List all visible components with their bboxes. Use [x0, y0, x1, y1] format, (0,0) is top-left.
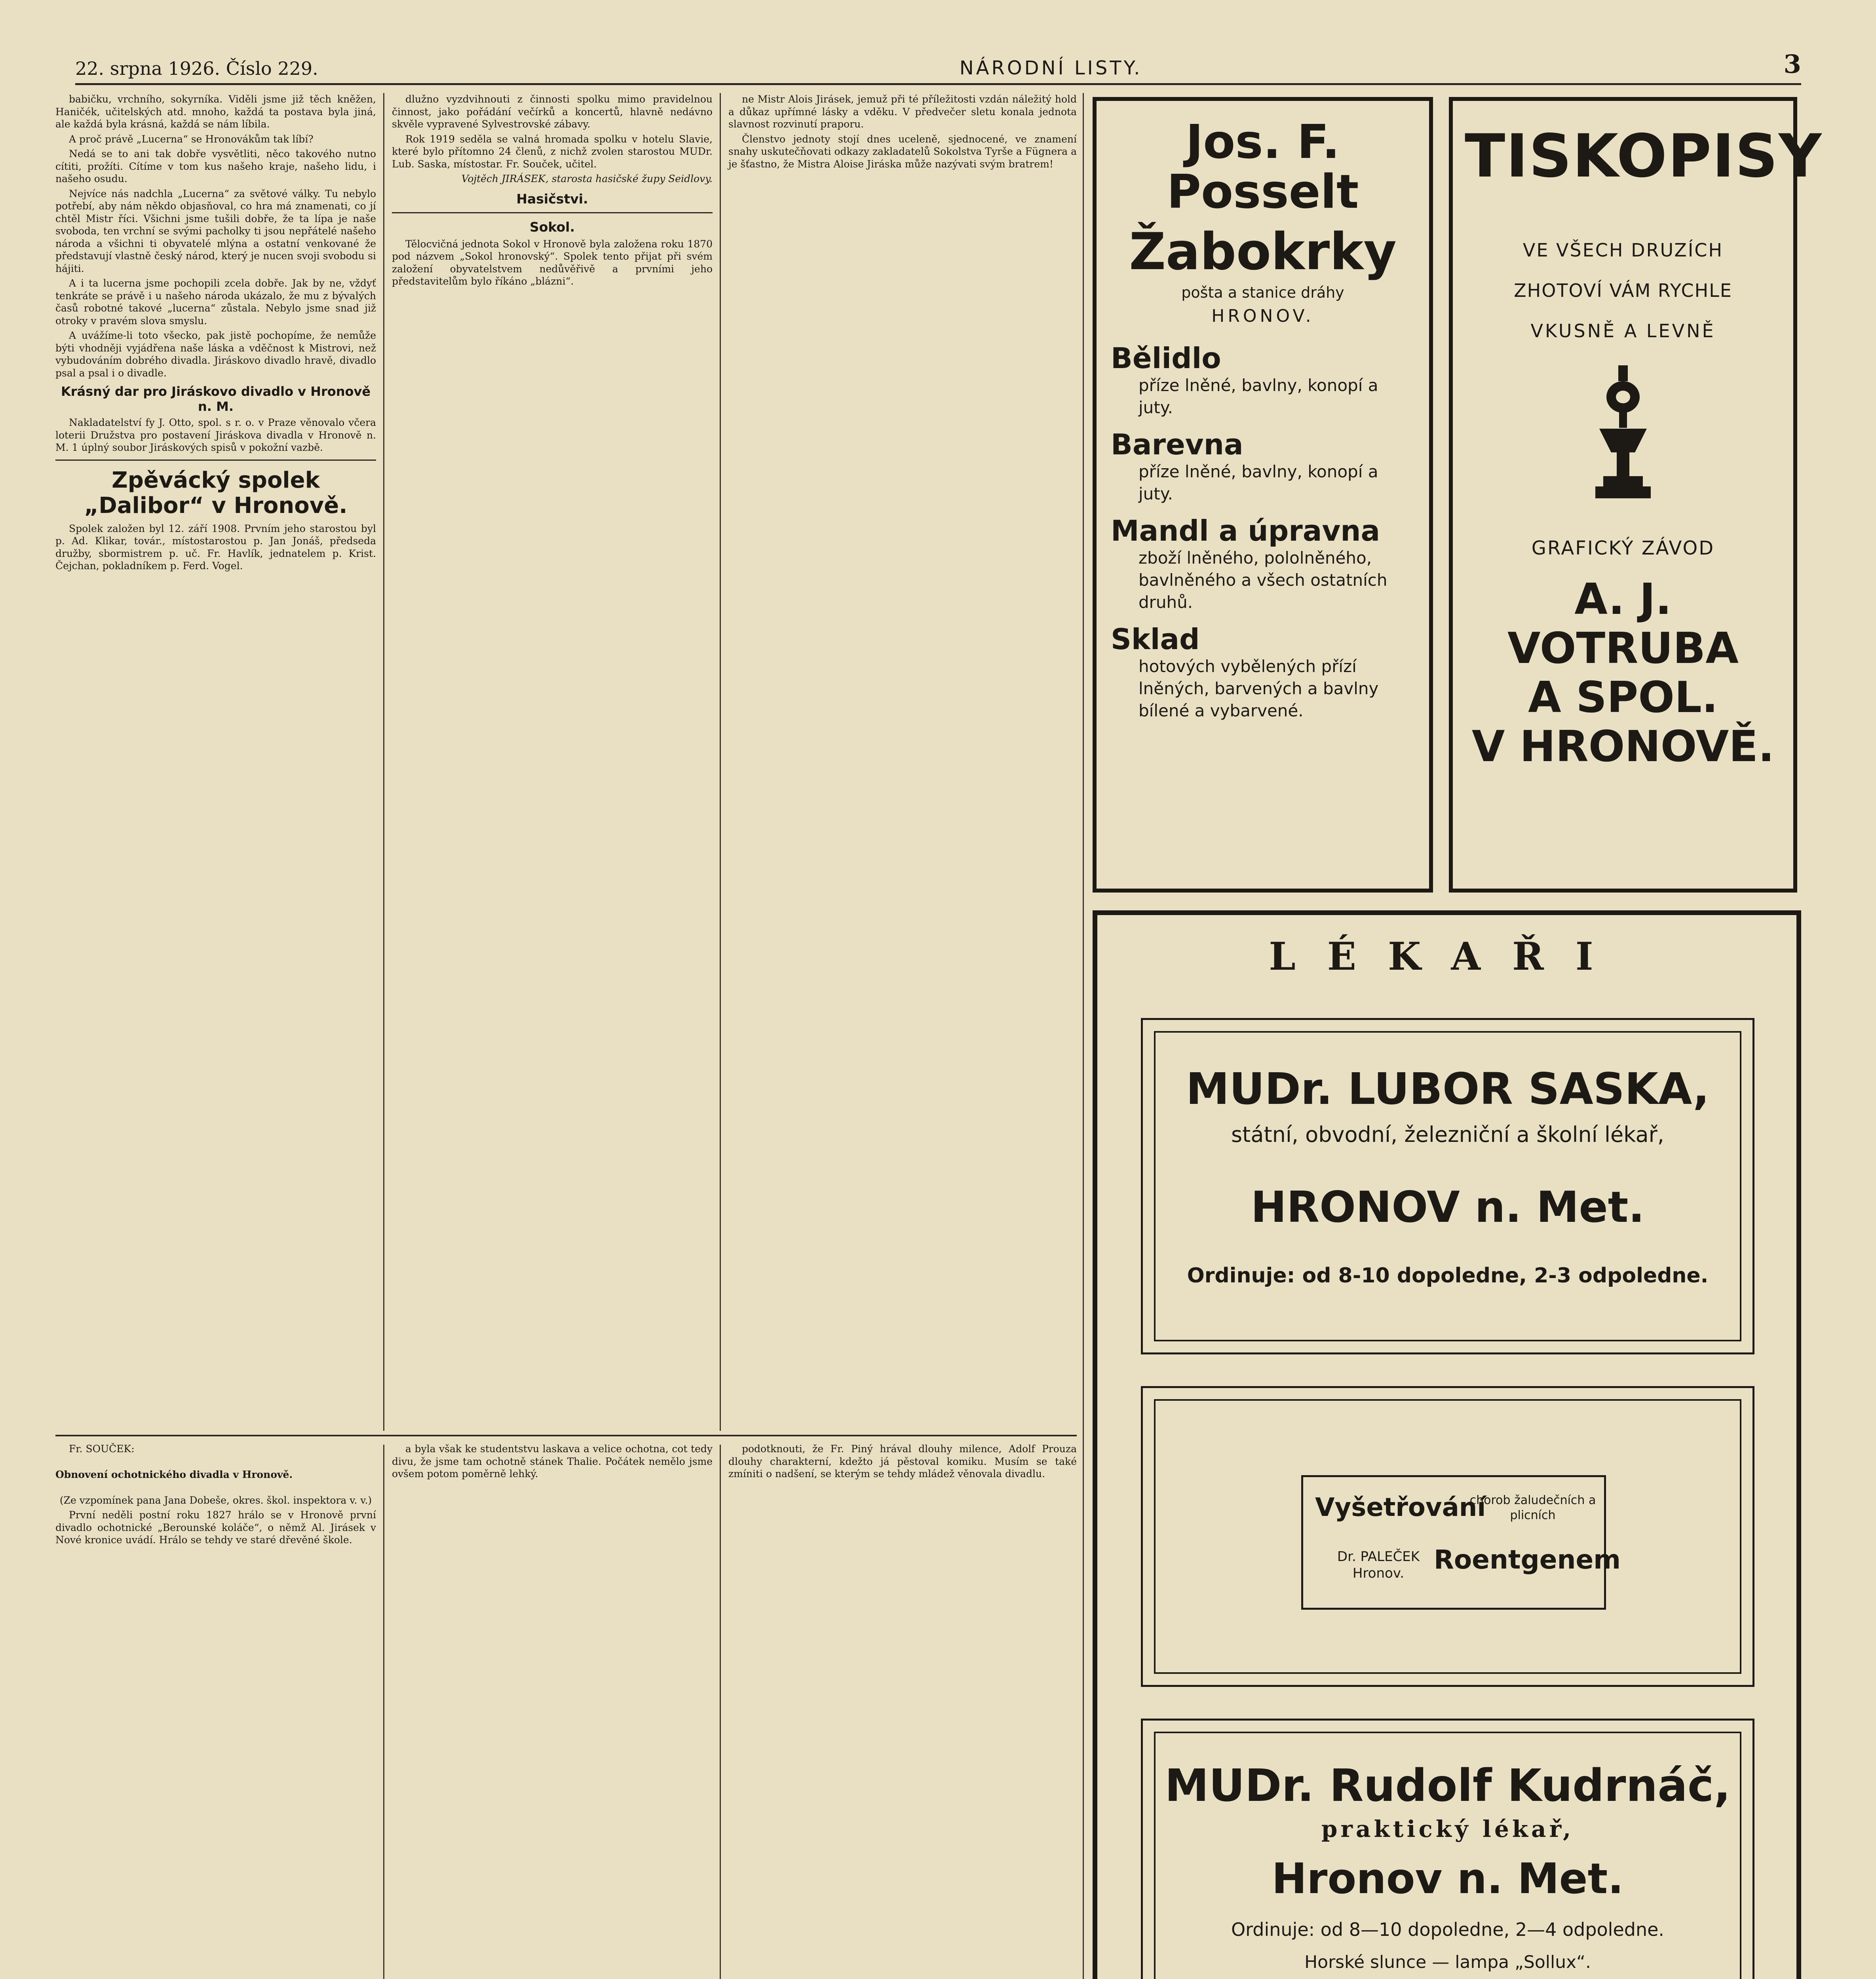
signature: Vojtěch JIRÁSEK, starosta hasičské župy Seidlovy. — [461, 173, 713, 184]
bottom-column-2 — [392, 1443, 713, 1483]
column-rule — [1083, 93, 1084, 1979]
paragraph: dlužno vyzdvihnouti z činnosti spolku mimo pravidelnou činnost, jako pořádání večírků a koncertů, hlavně nedávno skvěle vypravené Sylvestrovské zábavy. — [392, 93, 713, 130]
paragraph: Nakladatelství fy J. Otto, spol. s r. o. v Praze věnovalo včera loterii Družstva pro postavení Jiráskova divadla v Hronově n. M. 1 úplný soubor Jiráskových spisů v pokožní vazbě. — [55, 417, 376, 453]
ad-item-desc: hotových vybělených přízí lněných, barvených a bavlny bílené a vybarvené. — [1139, 657, 1379, 720]
inner-frame — [1154, 1031, 1741, 1341]
ad-item-title: Bělidlo — [1111, 342, 1221, 375]
column-rule — [720, 93, 721, 1431]
column-2 — [392, 93, 713, 290]
article-title: Krásný dar pro Jiráskovo divadlo v Hronově n. M. — [61, 384, 371, 414]
ad-line: VE VŠECH DRUZÍCH — [1522, 239, 1724, 261]
ad-item — [1111, 428, 1415, 505]
section-header: LÉKAŘI — [1269, 934, 1625, 979]
doctors-section — [1093, 910, 1801, 1979]
ad-doctor-palecek — [1141, 1386, 1754, 1687]
bottom-column-1 — [55, 1443, 376, 1549]
paragraph: Tělocvičná jednota Sokol v Hronově byla založena roku 1870 pod názvem „Sokol hronovský“. Spolek tento přijat při svém založení obyvatelstvem nedůvěřivě a prvními jeho představitelům bylo říkáno „blázni“. — [392, 238, 713, 287]
ad-line: GRAFICKÝ ZÁVOD — [1531, 537, 1715, 559]
column-3 — [728, 93, 1077, 173]
ad-doctor-kudrnac — [1141, 1719, 1754, 1979]
column-rule — [383, 93, 384, 1431]
paragraph: Nedá se to ani tak dobře vysvětliti, něco takového nutno cítiti, prožíti. Cítíme v tom kus našeho kraje, našeho lidu, i našeho osudu. — [55, 148, 376, 184]
ad-company-line: A. J. VOTRUBA — [1507, 575, 1739, 673]
inner-frame — [1154, 1732, 1741, 1979]
ad-item-title: Mandl a úpravna — [1111, 514, 1380, 547]
ad-item — [1111, 515, 1415, 613]
article-subtitle: (Ze vzpomínek pana Jana Dobeše, okres. škol. inspektora v. v.) — [59, 1494, 372, 1506]
column-rule — [720, 1445, 721, 1979]
issue-date: 22. srpna 1926. Číslo 229. — [75, 58, 318, 79]
ad-box — [1301, 1475, 1621, 1610]
paragraph: Spolek založen byl 12. září 1908. Prvním jeho starostou byl p. Ad. Klikar, továr., místostarostou p. Jan Jonáš, předseda družby, sbormistrem p. uč. Fr. Havlík, jednatelem p. Krist. Čejchan, pokladníkem p. Ferd. Vogel. — [55, 522, 376, 572]
doctor-title: praktický lékař, — [1321, 1816, 1574, 1842]
paragraph: babičku, vrchního, sokyrníka. Viděli jsme již těch kněžen, Haničék, učitelských atd. mnoho, každá ta postava byla jiná, ale každá byla krásná, každá se nám líbila. — [55, 93, 376, 130]
section-title: Sokol. — [529, 219, 575, 235]
page-number: 3 — [1783, 49, 1801, 79]
paragraph: Rok 1919 seděla se valná hromada spolku v hotelu Slavie, které bylo přítomno 24 členů, z nichž zvolen starostou MUDr. Lub. Saska, místostar. Fr. Souček, učitel. — [392, 133, 713, 170]
lamp-icon — [1591, 365, 1655, 500]
ad-text: chorob žaludečních a plicních — [1469, 1493, 1596, 1522]
article-title: Obnovení ochotnického divadla v Hronově. — [55, 1468, 293, 1480]
ad-doctor-saska — [1141, 1018, 1754, 1354]
ad-item-title: Barevna — [1111, 428, 1243, 461]
ad-item-desc: příze lněné, bavlny, konopí a juty. — [1139, 376, 1378, 417]
paragraph: A uvážíme-li toto všecko, pak jistě pochopíme, že nemůže býti vhodněji vyjádřena naše láska a vděčnost k Mistrovi, než vybudováním dobrého divadla. Jiráskovo divadlo hravě, divadlo psal a psal i o divadle. — [55, 330, 376, 379]
article-title: Zpěvácký spolek „Dalibor“ v Hronově. — [84, 467, 348, 518]
ad-item — [1111, 342, 1415, 419]
paragraph: podotknouti, že Fr. Piný hrával dlouhy milence, Adolf Prouza dlouhy charakterní, kdežto já pěstoval komiku. Musím se také zmíniti o nadšení, se kterým se tehdy mládež věnovala divadlu. — [728, 1443, 1077, 1480]
ad-line: ZHOTOVÍ VÁM RYCHLE — [1514, 280, 1732, 301]
byline: Fr. SOUČEK: — [69, 1443, 135, 1455]
column-rule — [383, 1445, 384, 1979]
service-note: Horské slunce — lampa „Sollux“. — [1304, 1952, 1591, 1972]
column-1 — [55, 93, 376, 575]
paragraph: Členstvo jednoty stojí dnes uceleně, sjednocené, ve znamení snahy uskutečňovati odkazy zakladatelů Sokolstva Tyrše a Fügnera a je šťastno, že Mistra Aloise Jiráska může nazývati svým bratrem! — [728, 133, 1077, 170]
divider — [392, 212, 713, 213]
ad-city: HRONOV. — [1211, 306, 1314, 326]
office-hours: Ordinuje: od 8—10 dopoledne, 2—4 odpoledne. — [1231, 1919, 1665, 1940]
ad-company-line: A SPOL. — [1528, 673, 1718, 722]
paragraph: ne Mistr Alois Jirásek, jemuž při té příležitosti vzdán náležitý hold a důkaz upřímné lásky a vděku. V předvečer sletu konala jednota slavnost rozvinutí praporu. — [728, 93, 1077, 130]
doctor-city: Hronov n. Met. — [1272, 1854, 1624, 1903]
ad-subline: pošta a stanice dráhy — [1181, 284, 1344, 301]
paragraph: A proč právě „Lucerna“ se Hronovákům tak líbí? — [69, 133, 314, 145]
ad-item-desc: zboží lněného, pololněného, bavlněného a všech ostatních druhů. — [1139, 548, 1388, 612]
ad-posselt — [1093, 97, 1433, 893]
doctor-name: MUDr. Rudolf Kudrnáč, — [1165, 1760, 1731, 1812]
ad-tiskopisy — [1449, 97, 1823, 893]
section-separator — [55, 1435, 1077, 1436]
ad-company-line: V HRONOVĚ. — [1471, 722, 1775, 771]
ad-line: VKUSNĚ A LEVNĚ — [1530, 320, 1716, 342]
ad-item-desc: příze lněné, bavlny, konopí a juty. — [1139, 462, 1378, 503]
ad-headline: TISKOPISY — [1465, 122, 1823, 191]
ad-company — [1465, 575, 1781, 771]
paragraph: Nejvíce nás nadchla „Lucerna“ za světové války. Tu nebylo potřebí, aby nám někdo objasňoval, co hra má znamenati, co jí chtěl Mistr říci. Všichni jsme tušili dobře, že ta lípa je naše svoboda, ten vrchní se svými pacholky ti jsou nepřátelé našeho národa a všichni ti obyvatelé mlýna a ostatní venkované že představují vlastně český národ, který je nucen svoji svobodu si hájiti. — [55, 188, 376, 274]
paragraph: První neděli postní roku 1827 hrálo se v Hronově první divadlo ochotnické „Berounské koláče“, o němž Al. Jirásek v Nové kronice uvádí. Hrálo se tehdy ve staré dřevěné škole. — [55, 1509, 376, 1546]
ad-company-name: Jos. F. Posselt — [1167, 114, 1359, 219]
doctor-name: MUDr. LUBOR SASKA, — [1186, 1064, 1710, 1114]
ad-text: Roentgenem — [1434, 1544, 1621, 1575]
page-header — [75, 51, 1801, 85]
bottom-column-3 — [728, 1443, 1077, 1483]
paragraph: A i ta lucerna jsme pochopili zcela dobře. Jak by ne, vždyť tenkráte se právě i u našeho národa ukázalo, že mu z bývalých časů robotné takové „lucerna“ zůstala. Nebylo jsme snad již otroky v pravém slova smyslu. — [55, 277, 376, 327]
ad-item — [1111, 623, 1415, 722]
divider — [55, 460, 376, 461]
section-title: Hasičstvi. — [516, 191, 588, 207]
doctor-title: státní, obvodní, železniční a školní lékař, — [1231, 1122, 1664, 1147]
ad-text: Vyšetřování — [1315, 1493, 1486, 1522]
ad-item-title: Sklad — [1111, 623, 1200, 656]
masthead: NÁRODNÍ LISTY. — [959, 57, 1142, 79]
ad-text: Dr. PALEČEK Hronov. — [1337, 1549, 1420, 1581]
paragraph: a byla však ke studentstvu laskava a velice ochotna, cot tedy divu, že jsme tam ochotně stánek Thalie. Počátek nemělo jsme ovšem potom poměrně lehký. — [392, 1443, 713, 1480]
office-hours: Ordinuje: od 8-10 dopoledne, 2-3 odpoledne. — [1187, 1264, 1709, 1288]
ad-town: Žabokrky — [1129, 222, 1397, 281]
doctor-city: HRONOV n. Met. — [1251, 1183, 1645, 1232]
